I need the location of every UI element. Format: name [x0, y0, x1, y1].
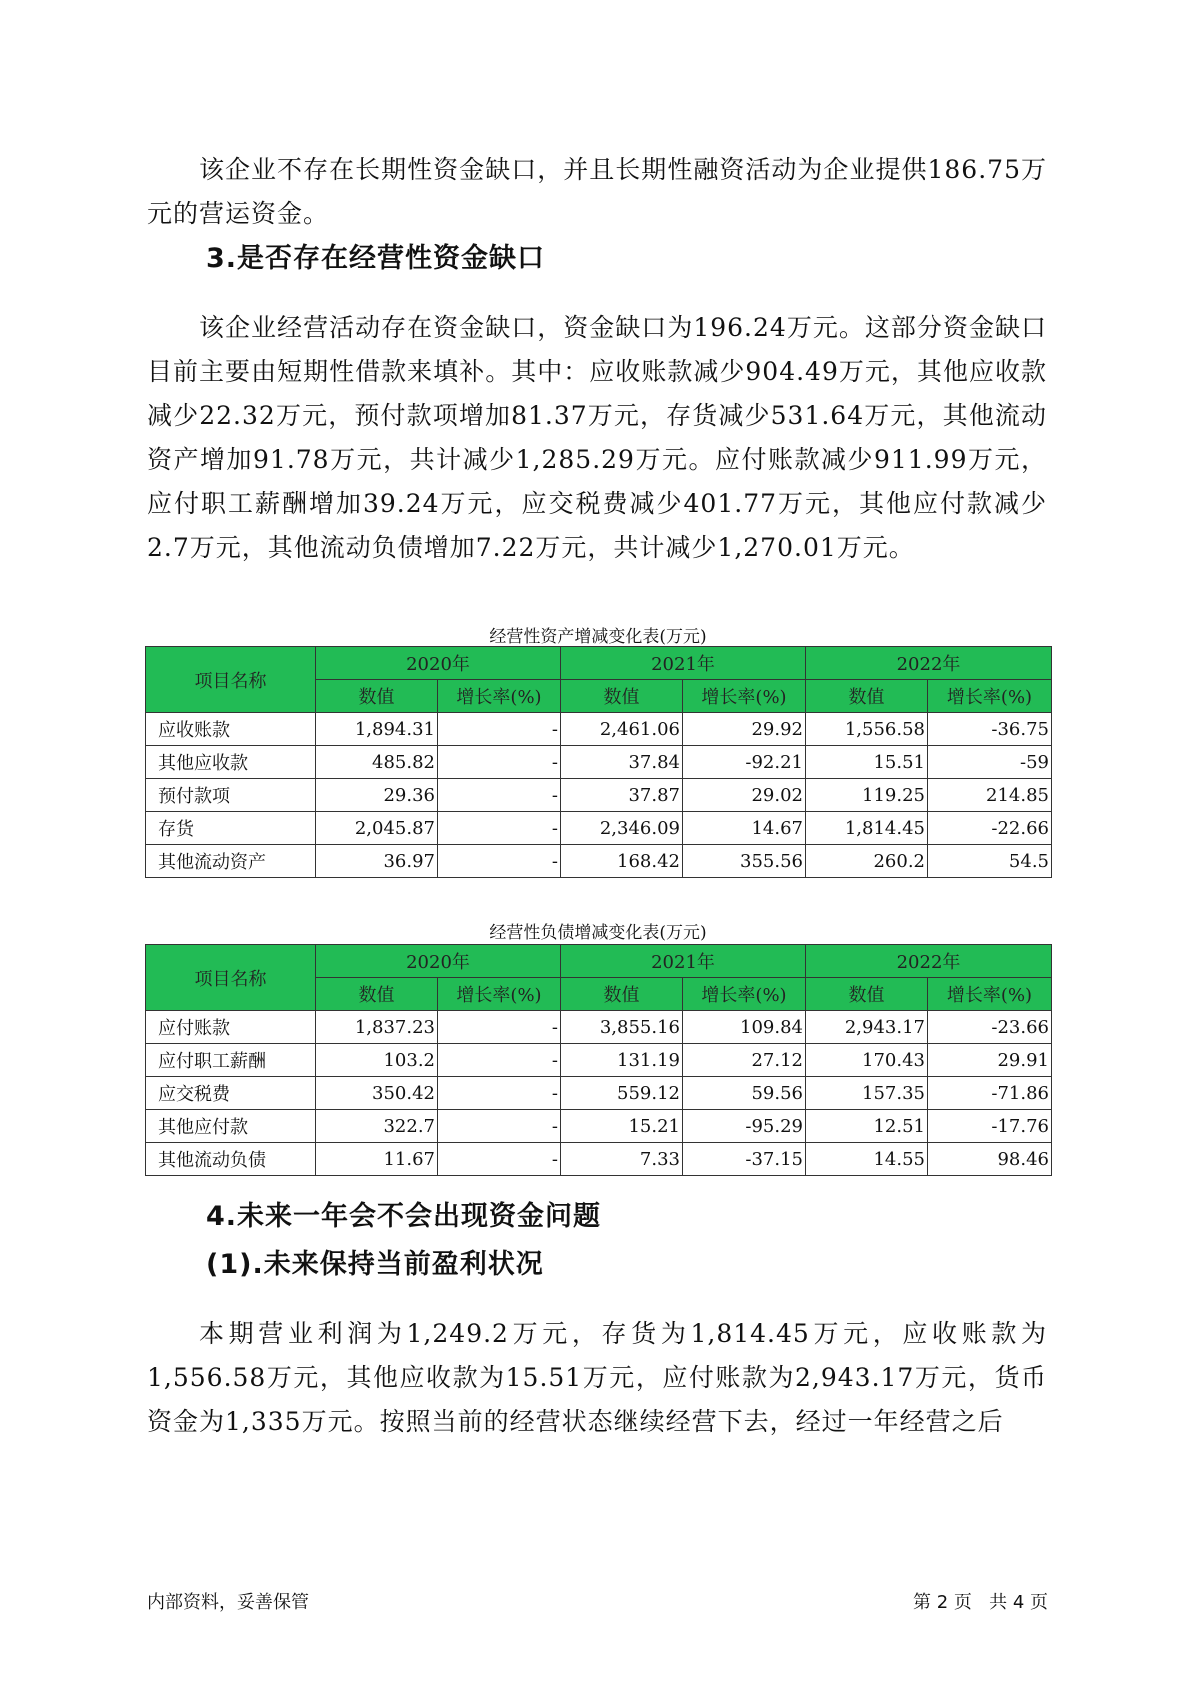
growth-header: 增长率(%)	[928, 680, 1052, 713]
growth-rate-cell: 29.02	[683, 779, 806, 812]
value-header: 数值	[561, 978, 683, 1011]
year-header: 2022年	[806, 945, 1052, 978]
value-cell: 7.33	[561, 1143, 683, 1176]
table-header-row	[146, 945, 1052, 978]
row-item-name: 存货	[146, 812, 316, 845]
item-name-header: 项目名称	[146, 945, 316, 1011]
table-row	[146, 1077, 1052, 1110]
growth-header: 增长率(%)	[928, 978, 1052, 1011]
growth-rate-cell: -71.86	[928, 1077, 1052, 1110]
growth-rate-cell: -37.15	[683, 1143, 806, 1176]
value-cell: 14.55	[806, 1143, 928, 1176]
liability-change-table	[145, 944, 1052, 1176]
table-row	[146, 1011, 1052, 1044]
value-cell: 2,943.17	[806, 1011, 928, 1044]
growth-rate-cell: 54.5	[928, 845, 1052, 878]
growth-rate-cell: -17.76	[928, 1110, 1052, 1143]
value-cell: 170.43	[806, 1044, 928, 1077]
liability-table-caption: 经营性负债增减变化表(万元)	[489, 923, 707, 943]
growth-header: 增长率(%)	[683, 978, 806, 1011]
growth-rate-cell: -59	[928, 746, 1052, 779]
row-item-name: 应付账款	[146, 1011, 316, 1044]
growth-rate-cell: -92.21	[683, 746, 806, 779]
table-row	[146, 1110, 1052, 1143]
value-cell: 37.87	[561, 779, 683, 812]
value-cell: 1,894.31	[316, 713, 438, 746]
growth-rate-cell: -	[438, 812, 561, 845]
row-item-name: 应收账款	[146, 713, 316, 746]
value-header: 数值	[806, 680, 928, 713]
growth-rate-cell: -22.66	[928, 812, 1052, 845]
table-row	[146, 845, 1052, 878]
value-cell: 37.84	[561, 746, 683, 779]
growth-rate-cell: 29.91	[928, 1044, 1052, 1077]
growth-rate-cell: -	[438, 845, 561, 878]
year-header: 2022年	[806, 647, 1052, 680]
row-item-name: 预付款项	[146, 779, 316, 812]
value-cell: 2,461.06	[561, 713, 683, 746]
value-cell: 29.36	[316, 779, 438, 812]
value-cell: 119.25	[806, 779, 928, 812]
value-cell: 15.21	[561, 1110, 683, 1143]
year-header: 2020年	[316, 945, 561, 978]
value-cell: 157.35	[806, 1077, 928, 1110]
value-cell: 1,837.23	[316, 1011, 438, 1044]
growth-rate-cell: -	[438, 713, 561, 746]
row-item-name: 应交税费	[146, 1077, 316, 1110]
value-cell: 168.42	[561, 845, 683, 878]
table-row	[146, 1044, 1052, 1077]
value-header: 数值	[561, 680, 683, 713]
growth-rate-cell: 59.56	[683, 1077, 806, 1110]
growth-rate-cell: 109.84	[683, 1011, 806, 1044]
table-row	[146, 746, 1052, 779]
year-header: 2020年	[316, 647, 561, 680]
table-row	[146, 713, 1052, 746]
asset-change-table	[145, 646, 1052, 878]
value-cell: 12.51	[806, 1110, 928, 1143]
growth-rate-cell: 355.56	[683, 845, 806, 878]
item-name-header: 项目名称	[146, 647, 316, 713]
value-cell: 350.42	[316, 1077, 438, 1110]
growth-rate-cell: -23.66	[928, 1011, 1052, 1044]
value-cell: 1,556.58	[806, 713, 928, 746]
paragraph-operating-gap: 该企业经营活动存在资金缺口，资金缺口为196.24万元。这部分资金缺口目前主要由短期性借款来填补。其中：应收账款减少904.49万元，其他应收款减少22.32万元，预付款项增加81.37万元，存货减少531.64万元，其他流动资产增加91.78万元，共计减少1,285.29万元。应付账款减少911.99万元，应付职工薪酬增加39.24万元，应交税费减少401.77万元，其他应付款减少2.7万元，其他流动负债增加7.22万元，共计减少1,270.01万元。	[147, 313, 1047, 562]
value-cell: 103.2	[316, 1044, 438, 1077]
row-item-name: 其他流动资产	[146, 845, 316, 878]
growth-rate-cell: -	[438, 1077, 561, 1110]
value-cell: 485.82	[316, 746, 438, 779]
growth-rate-cell: 29.92	[683, 713, 806, 746]
value-cell: 322.7	[316, 1110, 438, 1143]
value-cell: 1,814.45	[806, 812, 928, 845]
paragraph-profit-status: 本期营业利润为1,249.2万元，存货为1,814.45万元，应收账款为1,556.58万元，其他应收款为15.51万元，应付账款为2,943.17万元，货币资金为1,335万元。按照当前的经营状态继续经营下去，经过一年经营之后	[147, 1319, 1047, 1436]
row-item-name: 其他流动负债	[146, 1143, 316, 1176]
growth-rate-cell: 27.12	[683, 1044, 806, 1077]
section-heading-3: 3.是否存在经营性资金缺口	[206, 243, 546, 274]
subsection-heading-4-1: (1).未来保持当前盈利状况	[206, 1249, 544, 1280]
row-item-name: 其他应收款	[146, 746, 316, 779]
value-header: 数值	[806, 978, 928, 1011]
growth-rate-cell: -	[438, 1044, 561, 1077]
value-cell: 11.67	[316, 1143, 438, 1176]
growth-rate-cell: 214.85	[928, 779, 1052, 812]
growth-rate-cell: -95.29	[683, 1110, 806, 1143]
growth-rate-cell: -	[438, 1143, 561, 1176]
row-item-name: 应付职工薪酬	[146, 1044, 316, 1077]
value-cell: 15.51	[806, 746, 928, 779]
value-cell: 3,855.16	[561, 1011, 683, 1044]
year-header: 2021年	[561, 647, 806, 680]
growth-rate-cell: -	[438, 1110, 561, 1143]
value-header: 数值	[316, 680, 438, 713]
value-cell: 2,045.87	[316, 812, 438, 845]
value-cell: 36.97	[316, 845, 438, 878]
table-row	[146, 812, 1052, 845]
growth-rate-cell: -	[438, 746, 561, 779]
growth-rate-cell: 14.67	[683, 812, 806, 845]
growth-header: 增长率(%)	[683, 680, 806, 713]
value-cell: 2,346.09	[561, 812, 683, 845]
value-cell: 559.12	[561, 1077, 683, 1110]
growth-rate-cell: -36.75	[928, 713, 1052, 746]
table-row	[146, 1143, 1052, 1176]
year-header: 2021年	[561, 945, 806, 978]
value-cell: 260.2	[806, 845, 928, 878]
table-header-row	[146, 647, 1052, 680]
growth-header: 增长率(%)	[438, 680, 561, 713]
growth-rate-cell: 98.46	[928, 1143, 1052, 1176]
row-item-name: 其他应付款	[146, 1110, 316, 1143]
asset-table-caption: 经营性资产增减变化表(万元)	[489, 627, 707, 647]
growth-header: 增长率(%)	[438, 978, 561, 1011]
value-header: 数值	[316, 978, 438, 1011]
value-cell: 131.19	[561, 1044, 683, 1077]
footer-confidential-note: 内部资料，妥善保管	[147, 1592, 309, 1613]
section-heading-4: 4.未来一年会不会出现资金问题	[206, 1201, 602, 1232]
paragraph-long-term-funding: 该企业不存在长期性资金缺口，并且长期性融资活动为企业提供186.75万元的营运资金。	[147, 155, 1047, 228]
growth-rate-cell: -	[438, 779, 561, 812]
growth-rate-cell: -	[438, 1011, 561, 1044]
footer-page-number: 第 2 页 共 4 页	[913, 1592, 1048, 1613]
table-row	[146, 779, 1052, 812]
